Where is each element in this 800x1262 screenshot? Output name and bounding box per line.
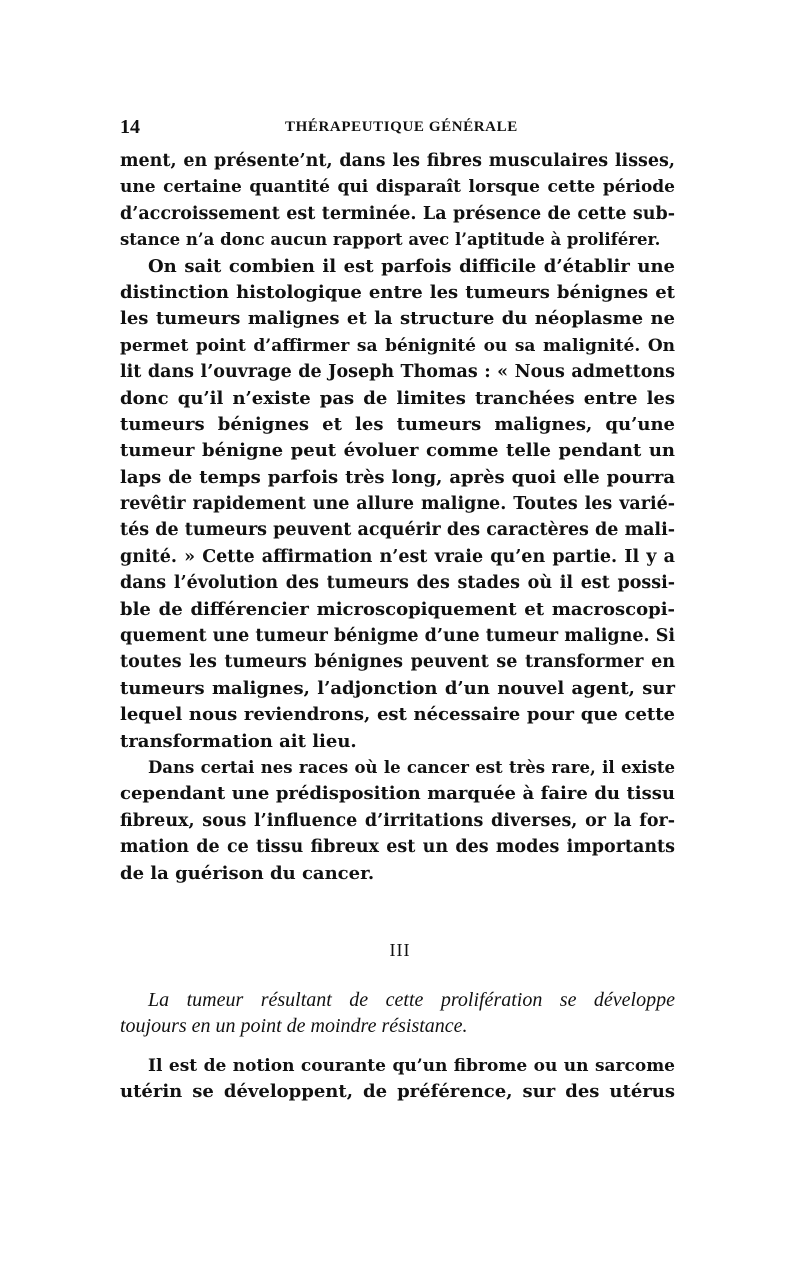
- text-line: ment, en présente’nt, dans les fibres musculaires lisses,: [120, 151, 675, 171]
- page-header: [120, 116, 680, 140]
- text-line: On sait combien il est parfois difficile d’établir une: [148, 255, 675, 277]
- text-line: les tumeurs malignes et la structure du néoplasme ne: [120, 308, 675, 330]
- text-line: tés de tumeurs peuvent acquérir des caractères de mali-: [120, 520, 675, 541]
- text-line: lit dans l’ouvrage de Joseph Thomas : « Nous admettons: [120, 362, 675, 383]
- section-number: III: [389, 940, 411, 960]
- text-line: laps de temps parfois très long, après quoi elle pourra: [120, 466, 675, 488]
- text-line: Dans certai nes races où le cancer est très rare, il existe: [148, 757, 675, 777]
- text-line: tumeur bénigne peut évoluer comme telle pendant un: [120, 440, 675, 462]
- text-line: tumeurs bénignes et les tumeurs malignes, qu’une: [120, 413, 675, 435]
- text-line: cependant une prédisposition marquée à faire du tissu: [120, 783, 675, 805]
- text-line: stance n’a donc aucun rapport avec l’aptitude à proliférer.: [120, 230, 661, 250]
- text-line: transformation ait lieu.: [120, 730, 357, 752]
- body-text-continued: [120, 1053, 675, 1106]
- text-line: dans l’évolution des tumeurs des stades où il est possi-: [120, 573, 675, 594]
- text-line: de la guérison du cancer.: [120, 862, 375, 884]
- text-line: toutes les tumeurs bénignes peuvent se transformer en: [120, 652, 675, 673]
- text-line: Il est de notion courante qu’un fibrome ou un sarcome: [148, 1056, 675, 1076]
- text-line: mation de ce tissu fibreux est un des modes importants: [120, 837, 675, 858]
- text-line: tumeurs malignes, l’adjonction d’un nouvel agent, sur: [120, 677, 675, 699]
- running-head: THÉRAPEUTIQUE GÉNÉRALE: [285, 119, 518, 135]
- page-number: 14: [120, 116, 140, 138]
- text-line: revêtir rapidement une allure maligne. Toutes les varié-: [120, 494, 675, 515]
- text-line: fibreux, sous l’influence d’irritations diverses, or la for-: [120, 810, 675, 831]
- text-line: utérin se développent, de préférence, sur des utérus: [120, 1081, 675, 1103]
- text-line: quement une tumeur bénigme d’une tumeur maligne. Si: [120, 626, 675, 647]
- text-line: ble de différencier microscopiquement et macroscopi-: [120, 598, 675, 620]
- text-line: permet point d’affirmer sa bénignité ou sa malignité. On: [120, 335, 675, 356]
- text-line: lequel nous reviendrons, est nécessaire pour que cette: [120, 704, 675, 726]
- text-line: donc qu’il n’existe pas de limites tranchées entre les: [120, 387, 675, 409]
- text-line: d’accroissement est terminée. La présence de cette sub-: [120, 203, 675, 224]
- section-heading: [120, 987, 675, 1040]
- heading-line: La tumeur résultant de cette prolifération se développe: [148, 989, 675, 1011]
- text-line: distinction histologique entre les tumeurs bénignes et: [120, 281, 675, 303]
- text-line: gnité. » Cette affirmation n’est vraie qu’en partie. Il y a: [120, 546, 675, 567]
- text-line: une certaine quantité qui disparaît lorsque cette période: [120, 177, 675, 198]
- heading-line: toujours en un point de moindre résistance.: [120, 1015, 468, 1038]
- body-text: [120, 148, 675, 887]
